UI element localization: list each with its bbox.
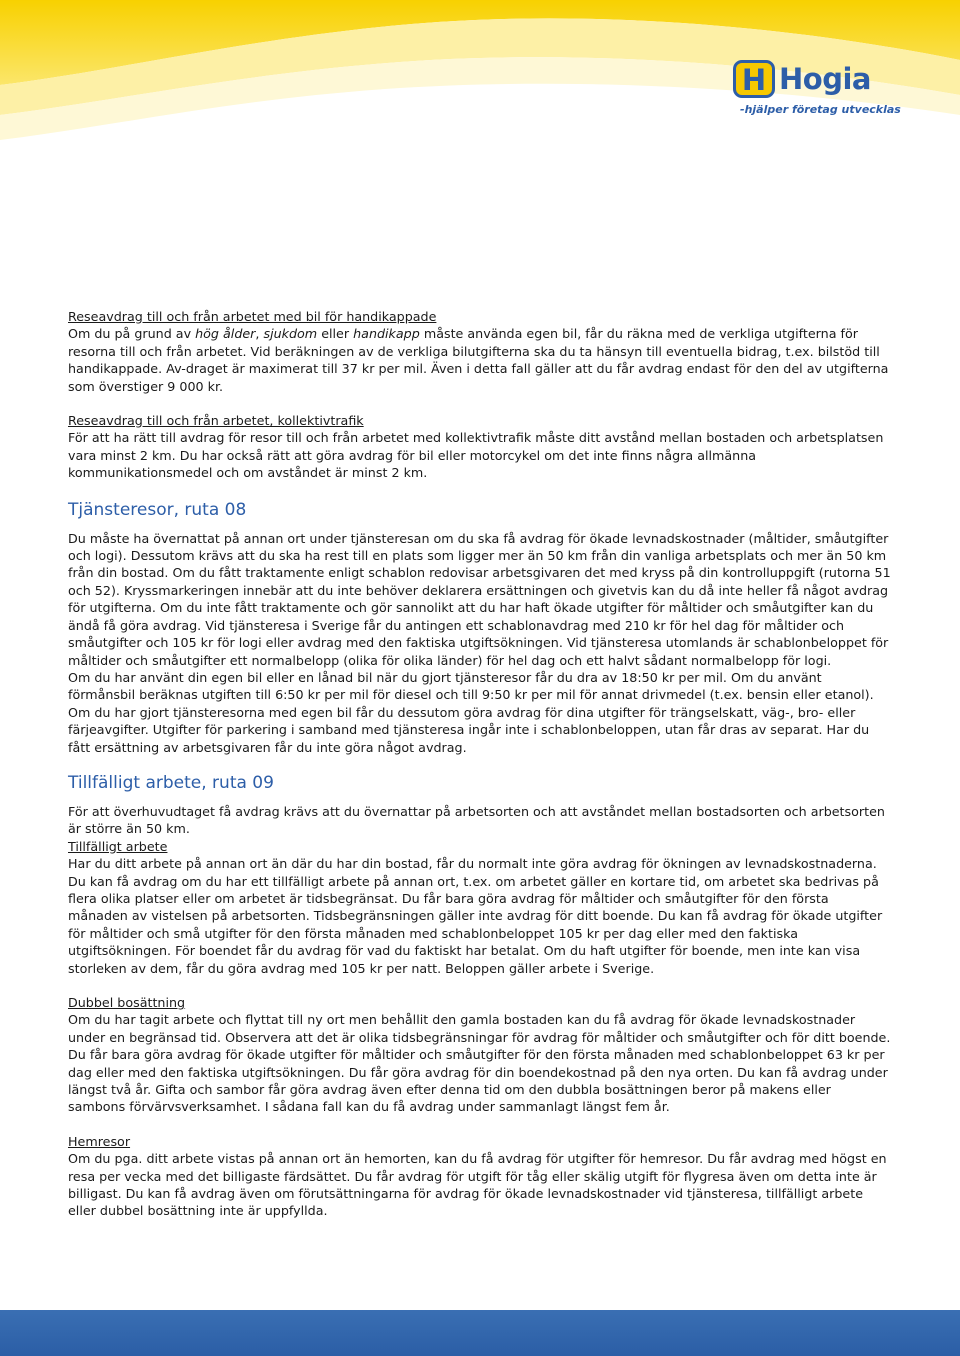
italic-term: handikapp: [353, 326, 420, 342]
logo-mark-letter: H: [741, 63, 767, 97]
heading-tillfalligt-arbete: Tillfälligt arbete, ruta 09: [68, 772, 274, 793]
tjansteresor-paragraph-2: Om du har använt din egen bil eller en lånad bil när du gjort tjänsteresor får du dra av 18:50 kr per mil. Om du använt förmånsbil beräknas utgiften till 6:50 kr per mil för diesel och till 9:50 kr per mil för annat drivmedel (t.ex. bensin eller etanol). Om du har gjort tjänsteresorna med egen bil får du dessutom göra avdrag för dina utgifter för trängselskatt, väg-, bro- eller färjeavgifter. Utgifter för parkering i samband med tjänsteresa ingår inte i schablonbeloppen, utan får dras av separat. Har du fått ersättning av arbetsgivaren får du inte göra något avdrag.: [68, 669, 874, 755]
subsection-body-tillfalligt: Har du ditt arbete på annan ort än där du har din bostad, får du normalt inte göra avdrag för ökningen av levnadskostnaderna. Du kan få avdrag om du har ett tillfälligt arbete på annan ort, t.ex. om arbetet gäller en kortare tid, om arbetet ska bedrivas på flera olika platser eller om arbetet är tidsbegränsat. Du får bara göra avdrag för måltider och småutgifter för den första månaden av vistelsen på arbetsorten. Tidsbegränsningen gäller inte avdrag för ditt boende. Du kan få avdrag för ökade utgifter för måltider och små utgifter för den första månaden med schablonbeloppet 105 kr per dag eller med den faktiska utgiftsökningen. För boendet får du avdrag för vad du faktiskt har betalat. Om du haft utgifter för boende, men inte kan visa storleken av dem, får du göra avdrag med 105 kr per natt. Beloppen gäller arbete i Sverige.: [68, 856, 883, 976]
subsection-dubbel-bosattning: [68, 994, 892, 1116]
document-body: [68, 308, 892, 1237]
logo-tagline: -hjälper företag utvecklas: [740, 103, 901, 116]
tillfalligt-intro: För att överhuvudtaget få avdrag krävs att du övernattar på arbetsorten och att avståndet mellan bostadsorten och arbetsorten är större än 50 km.: [68, 803, 885, 837]
italic-term: sjukdom: [263, 326, 318, 342]
hogia-logo: [733, 60, 903, 122]
logo-wordmark: Hogia: [779, 62, 871, 96]
text-run: Om du på grund av: [68, 326, 196, 342]
footer-band: [0, 1310, 960, 1356]
subsection-title-dubbel: Dubbel bosättning: [68, 995, 186, 1010]
italic-term: hög ålder: [195, 326, 256, 342]
section-body-handikapp: [68, 325, 892, 395]
section-title-kollektivtrafik: Reseavdrag till och från arbetet, kollektivtrafik: [68, 413, 364, 429]
hogia-logo-mark: [733, 60, 775, 98]
section-handikapp: [68, 308, 892, 395]
subsection-title-hemresor: Hemresor: [68, 1133, 131, 1149]
subsection-body-dubbel: Om du har tagit arbete och flyttat till ny ort men behållit den gamla bostaden kan du få avdrag för ökade levnadskostnader under en begränsad tid. Observera att det är olika tidsbegränsningar för avdrag för måltider och småutgifter och för ditt boende. Du får bara göra avdrag för ökade utgifter för måltider och småutgifter för den första månaden med schablonbeloppet 63 kr per dag eller med den faktiska utgiftsökningen. Du får göra avdrag för din boendekostnad på den nya orten. Du kan få avdrag under längst två år. Gifta och sambor får göra avdrag även efter denna tid om den dubbla bosättningen beror på makens eller sambons förvärvsverksamhet. I sådana fall kan du få avdrag under sammanlagt längst fem år.: [68, 1012, 891, 1115]
tjansteresor-paragraph-1: Du måste ha övernattat på annan ort under tjänsteresan om du ska få avdrag för ökade levnadskostnader (måltider, småutgifter och logi). Dessutom krävs att du ska ha rest till en plats som ligger mer än 50 km från din vanliga arbetsplats och mer än 50 km från din bostad. Om du fått traktamente enligt schablon redovisar arbetsgivaren det med kryss på din kontrolluppgift (rutorna 51 och 52). Kryssmarkeringen innebär att du inte behöver deklarera ersättningen och givetvis kan du då inte heller få något avdrag för utgifterna. Om du inte fått traktamente och gör sannolikt att du har haft ökade utgifter för måltider och småutgifter kan du ändå få göra avdrag. Vid tjänsteresa i Sverige får du antingen ett schablonavdrag med 210 kr för hel dag för måltider och småutgifter och 105 kr för logi eller avdrag med den faktiska utgiftsökningen. Vid tjänsteresa utomlands är schablonbeloppet för måltider och småutgifter ett normalbelopp (olika för olika länder) för hel dag och ett halvt sådant normalbelopp för logi.: [68, 530, 891, 668]
subsection-tillfalligt-arbete: [68, 838, 892, 977]
section-body-kollektivtrafik: För att ha rätt till avdrag för resor till och från arbetet med kollektivtrafik måste ditt avstånd mellan bostaden och arbetsplatsen vara minst 2 km. Du har också rätt att göra avdrag för bil eller motorcykel om det inte finns några allmänna kommunikationsmedel och om avståndet är minst 2 km.: [68, 430, 884, 481]
subsection-hemresor: [68, 1133, 892, 1220]
text-run: eller: [317, 326, 354, 342]
section-title-handikapp: Reseavdrag till och från arbetet med bil för handikappade: [68, 309, 437, 324]
text-run: ,: [255, 326, 264, 342]
heading-tjansteresor: Tjänsteresor, ruta 08: [68, 499, 247, 520]
section-kollektivtrafik: [68, 412, 892, 482]
text-run: måste använda egen bil, får du räkna med de verkliga utgifterna för resorna till och från arbetet. Vid beräkningen av de verkliga bilutgifterna ska du ta hänsyn till eventuella bidrag, t.ex. bilstöd till handikappade. Av-draget är maximerat till 37 kr per mil. Även i detta fall gäller att du får avdrag endast för den del av utgifterna som överstiger 9 000 kr.: [68, 326, 889, 394]
subsection-title-tillfalligt: Tillfälligt arbete: [68, 838, 168, 854]
subsection-body-hemresor: Om du pga. ditt arbete vistas på annan ort än hemorten, kan du få avdrag för utgifter för hemresor. Du får avdrag med högst en resa per vecka med det billigaste färdsättet. Du får avdrag för utgift för tåg eller skälig utgift för flygresa även om detta inte är billigast. Du kan få avdrag även om förutsättningarna för avdrag för ökade levnadskostnader vid tjänsteresa, tillfälligt arbete eller dubbel bosättning inte är uppfyllda.: [68, 1151, 887, 1219]
